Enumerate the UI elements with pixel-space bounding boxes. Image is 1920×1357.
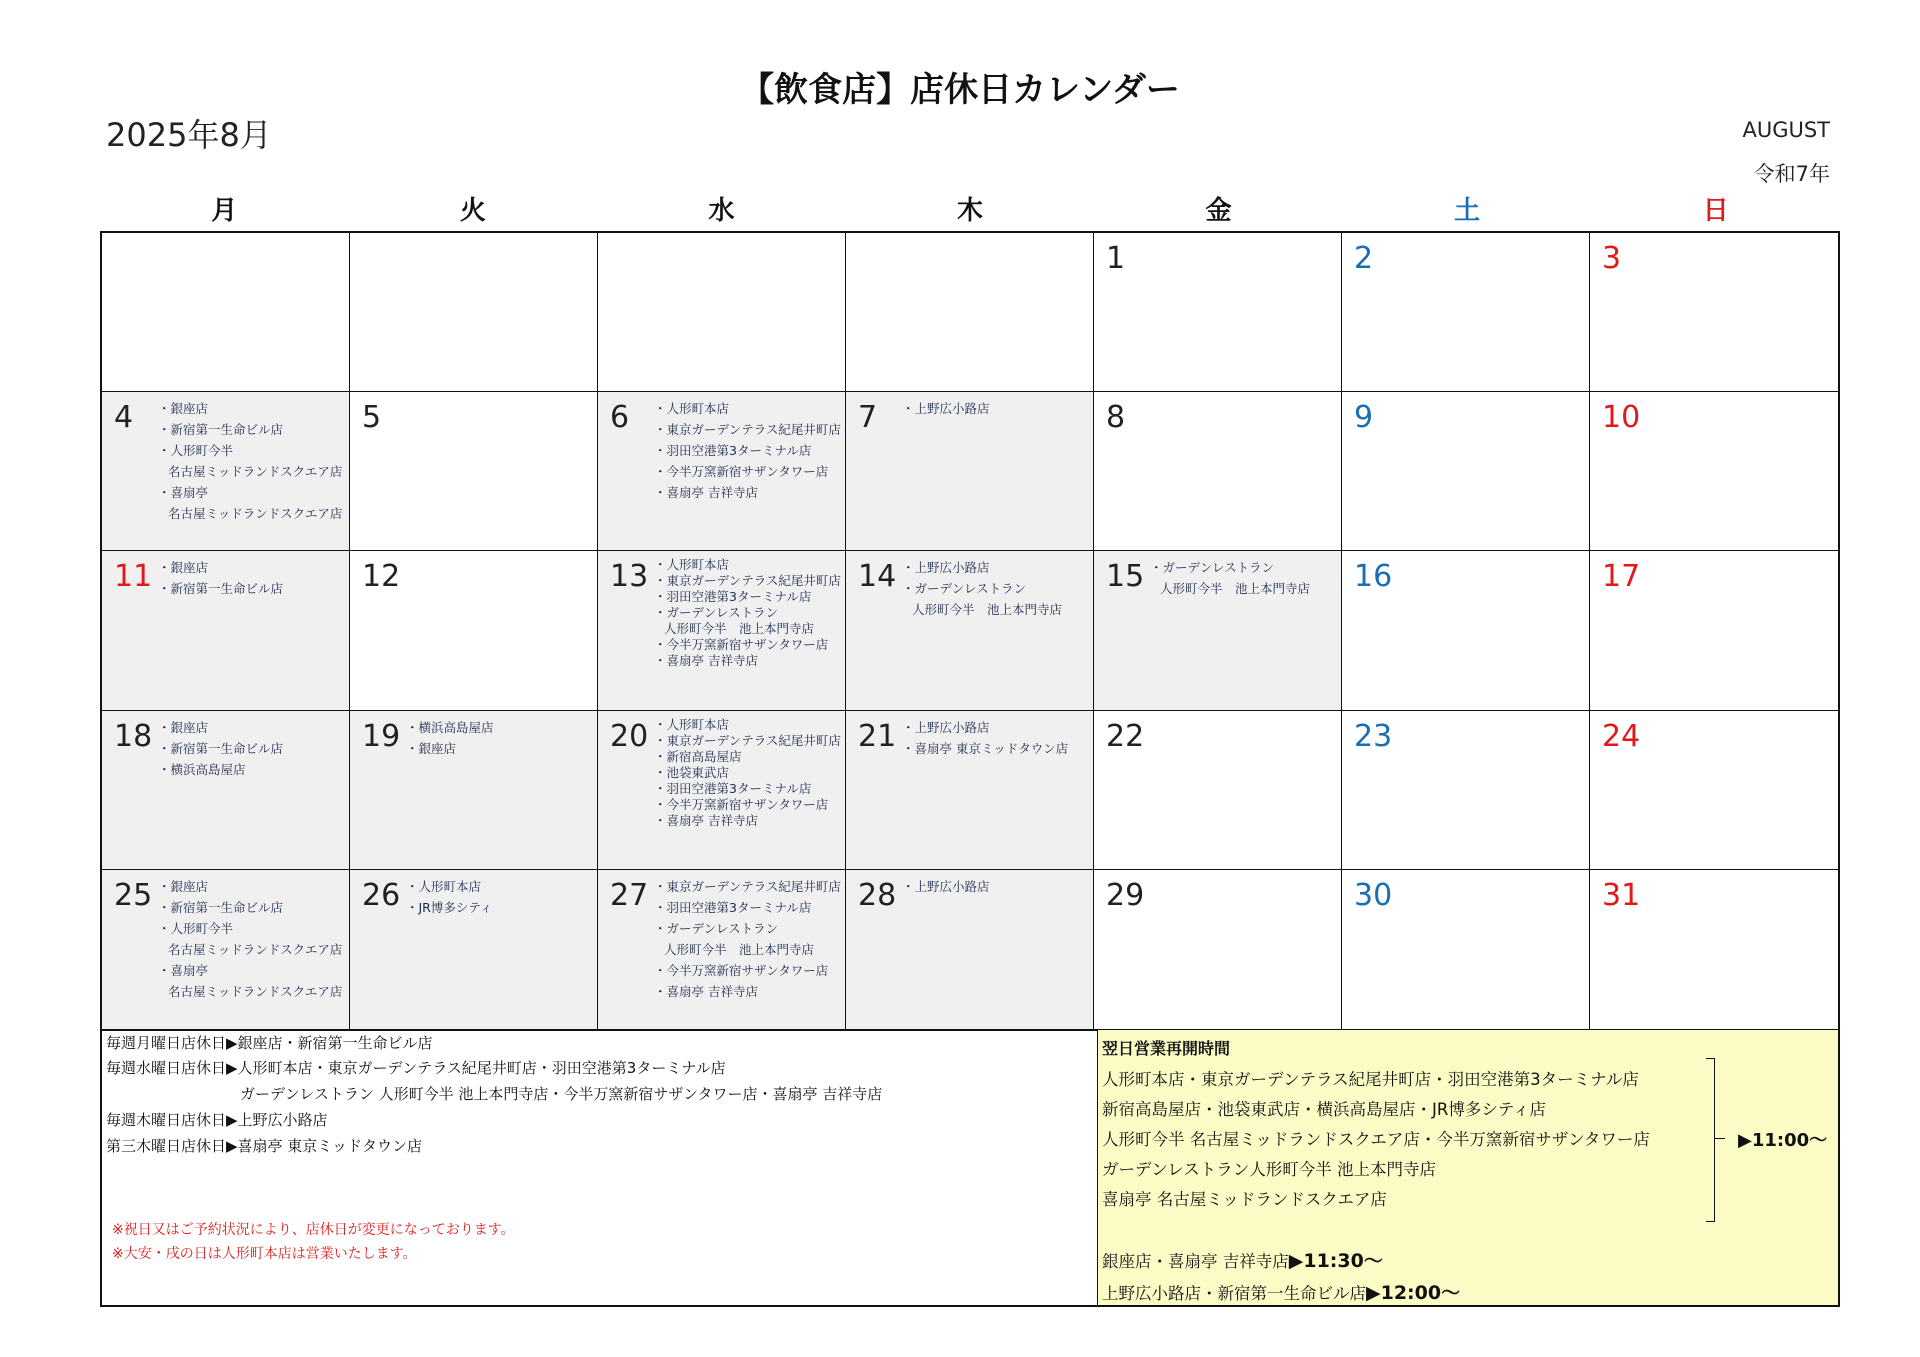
closed-store: 名古屋ミッドランドスクエア店 (168, 941, 343, 957)
note-holiday-change: ※祝日又はご予約状況により、店休日が変更になっております。 (112, 1222, 515, 1238)
day-number: 3 (1602, 241, 1622, 276)
closed-store: ・東京ガーデンテラス紀尾井町店 (654, 732, 841, 748)
page-title: 【飲食店】店休日カレンダー (740, 70, 1180, 110)
day-cell (1342, 870, 1590, 1029)
day-cell (350, 870, 598, 1029)
closed-store: ・人形町本店 (406, 878, 482, 894)
closed-store: ・今半万窯新宿サザンタワー店 (654, 796, 829, 812)
day-number: 12 (362, 559, 401, 595)
closed-store: ・喜扇亭 吉祥寺店 (654, 812, 758, 828)
closed-store: ・横浜高島屋店 (406, 719, 494, 735)
year-month: 2025年8月 (106, 116, 272, 154)
weekday-fri: 金 (1205, 196, 1232, 226)
closed-store-list (654, 557, 841, 669)
closed-store: ・人形町今半 (158, 920, 234, 936)
closed-store: ・人形町本店 (654, 557, 730, 573)
day-number: 22 (1106, 718, 1145, 754)
day-number: 19 (362, 718, 401, 754)
closed-store: 人形町今半 池上本門寺店 (912, 602, 1063, 618)
closed-store-list (654, 876, 841, 1002)
day-cell (350, 551, 598, 710)
closed-store: ・羽田空港第3ターミナル店 (654, 589, 812, 605)
day-cell (1590, 233, 1838, 392)
closed-store-list (654, 717, 841, 829)
day-cell (598, 711, 846, 870)
day-number: 30 (1354, 877, 1393, 913)
closed-store-list (902, 557, 1089, 620)
closed-store-list (902, 398, 1089, 419)
closed-store: ・今半万窯新宿サザンタワー店 (654, 464, 829, 480)
day-cell (846, 870, 1094, 1029)
day-number: 7 (858, 400, 878, 436)
weekday-mon: 月 (211, 196, 238, 226)
era-year: 令和7年 (1753, 162, 1830, 186)
day-number: 28 (858, 877, 897, 913)
closed-store-list (158, 876, 345, 1002)
closed-store: ・東京ガーデンテラス紀尾井町店 (654, 573, 841, 589)
rule-monday: 毎週月曜日店休日▶銀座店・新宿第一生命ビル店 (106, 1034, 433, 1052)
day-number: 2 (1354, 241, 1374, 276)
closed-store-list (902, 717, 1089, 759)
day-number: 26 (362, 877, 401, 913)
closed-store: ・ガーデンレストラン (902, 581, 1027, 597)
weekday-tue: 火 (459, 196, 486, 226)
closed-store: ・横浜高島屋店 (158, 761, 246, 777)
day-cell (846, 551, 1094, 710)
day-cell (598, 392, 846, 551)
footer-panel (100, 1029, 1840, 1307)
day-cell (102, 870, 350, 1029)
reopening-stores: 上野広小路店・新宿第一生命ビル店 (1102, 1284, 1366, 1303)
day-number: 6 (610, 400, 630, 436)
day-cell (350, 233, 598, 392)
day-cell (1094, 711, 1342, 870)
closed-store: ・上野広小路店 (902, 719, 990, 735)
day-number: 1 (1106, 241, 1126, 276)
rule-third-thursday: 第三木曜日店休日▶喜扇亭 東京ミッドタウン店 (106, 1137, 423, 1155)
rule-wednesday: 毎週水曜日店休日▶人形町本店・東京ガーデンテラス紀尾井町店・羽田空港第3ターミナル店 (106, 1059, 726, 1077)
day-number: 27 (610, 877, 649, 913)
day-cell (846, 711, 1094, 870)
day-cell (1590, 392, 1838, 551)
day-cell (350, 392, 598, 551)
closed-store-list (1150, 557, 1337, 599)
closed-store: ・人形町本店 (654, 716, 730, 732)
closed-store: ・羽田空港第3ターミナル店 (654, 899, 812, 915)
closed-store: ・上野広小路店 (902, 560, 990, 576)
closed-store-list (654, 398, 841, 503)
closed-store-list (158, 557, 345, 599)
closed-store: ・今半万窯新宿サザンタワー店 (654, 637, 829, 653)
day-cell (1590, 711, 1838, 870)
closed-store: ・ガーデンレストラン (654, 605, 779, 621)
closed-store: 人形町今半 池上本門寺店 (664, 941, 815, 957)
closed-store: ・人形町本店 (654, 401, 730, 417)
weekday-header (100, 190, 1840, 227)
closed-store-list (406, 717, 593, 759)
day-cell (1342, 392, 1590, 551)
closed-store: 人形町今半 池上本門寺店 (664, 621, 815, 637)
day-cell (846, 392, 1094, 551)
day-cell (102, 233, 350, 392)
day-number: 10 (1602, 400, 1641, 436)
day-number: 31 (1602, 877, 1641, 913)
day-cell (1590, 551, 1838, 710)
reopening-stores: 銀座店・喜扇亭 吉祥寺店 (1102, 1252, 1289, 1271)
closed-store: ・新宿第一生命ビル店 (158, 899, 284, 915)
day-number: 14 (858, 559, 897, 595)
day-number: 8 (1106, 400, 1126, 436)
closed-store-list (158, 717, 345, 780)
closed-store: ・池袋東武店 (654, 764, 730, 780)
reopening-line-1200 (1102, 1278, 1460, 1305)
day-cell (1342, 711, 1590, 870)
closed-store: ・新宿第一生命ビル店 (158, 422, 284, 438)
closed-store: ・上野広小路店 (902, 878, 990, 894)
day-number: 11 (114, 559, 153, 595)
reopening-line-1130 (1102, 1246, 1383, 1273)
closed-store: 人形町今半 池上本門寺店 (1160, 581, 1311, 597)
closed-store: ・新宿第一生命ビル店 (158, 581, 284, 597)
reopening-time: ▶12:00～ (1366, 1282, 1461, 1304)
day-cell (102, 551, 350, 710)
reopening-title: 翌日営業再開時間 (1102, 1039, 1231, 1058)
day-number: 24 (1602, 718, 1641, 754)
day-number: 25 (114, 877, 153, 913)
day-number: 21 (858, 718, 897, 754)
day-cell (102, 711, 350, 870)
rule-thursday: 毎週木曜日店休日▶上野広小路店 (106, 1111, 328, 1129)
day-cell (598, 233, 846, 392)
reopening-group-line: ガーデンレストラン人形町今半 池上本門寺店 (1102, 1160, 1437, 1179)
day-cell (1590, 870, 1838, 1029)
day-number: 5 (362, 400, 382, 436)
group-bracket-tick (1715, 1138, 1725, 1139)
day-cell (1094, 870, 1342, 1029)
closed-store: ・喜扇亭 (158, 485, 209, 501)
day-cell (350, 711, 598, 870)
closed-store: ・銀座店 (158, 878, 209, 894)
closed-store: 名古屋ミッドランドスクエア店 (168, 464, 343, 480)
reopening-group-line: 人形町今半 名古屋ミッドランドスクエア店・今半万窯新宿サザンタワー店 (1102, 1130, 1650, 1149)
day-number: 9 (1354, 400, 1374, 436)
reopening-time: ▶11:30～ (1288, 1250, 1383, 1272)
closed-store: ・東京ガーデンテラス紀尾井町店 (654, 422, 841, 438)
day-cell (1094, 551, 1342, 710)
closed-store-list (158, 398, 345, 524)
day-cell (598, 551, 846, 710)
day-cell (1342, 233, 1590, 392)
closed-store: ・ガーデンレストラン (654, 920, 779, 936)
day-cell (102, 392, 350, 551)
closed-store: ・人形町今半 (158, 443, 234, 459)
reopening-group-line: 新宿高島屋店・池袋東武店・横浜高島屋店・JR博多シティ店 (1102, 1100, 1547, 1119)
closing-rules-panel (102, 1030, 1098, 1305)
closed-store: ・銀座店 (158, 719, 209, 735)
closed-store: ・喜扇亭 吉祥寺店 (654, 983, 758, 999)
day-cell (1094, 233, 1342, 392)
closed-store: ・銀座店 (406, 740, 457, 756)
note-taian: ※大安・戌の日は人形町本店は営業いたします。 (112, 1246, 417, 1262)
closed-store: 名古屋ミッドランドスクエア店 (168, 506, 343, 522)
closed-store: ・銀座店 (158, 560, 209, 576)
closed-store: ・喜扇亭 (158, 962, 209, 978)
weekday-thu: 木 (957, 196, 984, 226)
closed-store: ・東京ガーデンテラス紀尾井町店 (654, 878, 841, 894)
day-cell (1094, 392, 1342, 551)
reopening-hours-panel (1098, 1030, 1838, 1305)
closed-store: ・ガーデンレストラン (1150, 560, 1275, 576)
calendar-grid (100, 231, 1840, 1031)
day-number: 23 (1354, 718, 1393, 754)
closed-store-list (902, 876, 1089, 897)
weekday-wed: 水 (708, 196, 735, 226)
day-number: 4 (114, 400, 134, 436)
closed-store: ・喜扇亭 吉祥寺店 (654, 653, 758, 669)
closed-store-list (406, 876, 593, 918)
closed-store: ・喜扇亭 吉祥寺店 (654, 485, 758, 501)
closed-store: ・羽田空港第3ターミナル店 (654, 780, 812, 796)
closed-store: ・今半万窯新宿サザンタワー店 (654, 962, 829, 978)
weekday-sun: 日 (1702, 196, 1729, 226)
month-english: AUGUST (1742, 118, 1830, 142)
closed-store: ・上野広小路店 (902, 401, 990, 417)
reopening-group-line: 人形町本店・東京ガーデンテラス紀尾井町店・羽田空港第3ターミナル店 (1102, 1070, 1639, 1089)
day-number: 13 (610, 559, 649, 595)
weekday-sat: 土 (1454, 196, 1481, 226)
group-reopen-time: ▶11:00～ (1738, 1130, 1828, 1151)
day-number: 15 (1106, 559, 1145, 595)
closed-store: ・喜扇亭 東京ミッドタウン店 (902, 740, 1069, 756)
closed-store: ・羽田空港第3ターミナル店 (654, 443, 812, 459)
day-number: 17 (1602, 559, 1641, 595)
closed-store: ・新宿第一生命ビル店 (158, 740, 284, 756)
closed-store: 名古屋ミッドランドスクエア店 (168, 983, 343, 999)
day-cell (598, 870, 846, 1029)
closed-store: ・JR博多シティ (406, 899, 493, 915)
day-number: 29 (1106, 877, 1145, 913)
rule-wednesday-cont: ガーデンレストラン 人形町今半 池上本門寺店・今半万窯新宿サザンタワー店・喜扇亭 吉祥寺店 (240, 1085, 883, 1103)
day-cell (846, 233, 1094, 392)
closed-store: ・銀座店 (158, 401, 209, 417)
day-number: 16 (1354, 559, 1393, 595)
group-bracket (1706, 1058, 1715, 1222)
day-number: 18 (114, 718, 153, 754)
reopening-group-line: 喜扇亭 名古屋ミッドランドスクエア店 (1102, 1190, 1387, 1209)
day-cell (1342, 551, 1590, 710)
day-number: 20 (610, 718, 649, 754)
closed-store: ・新宿高島屋店 (654, 748, 742, 764)
